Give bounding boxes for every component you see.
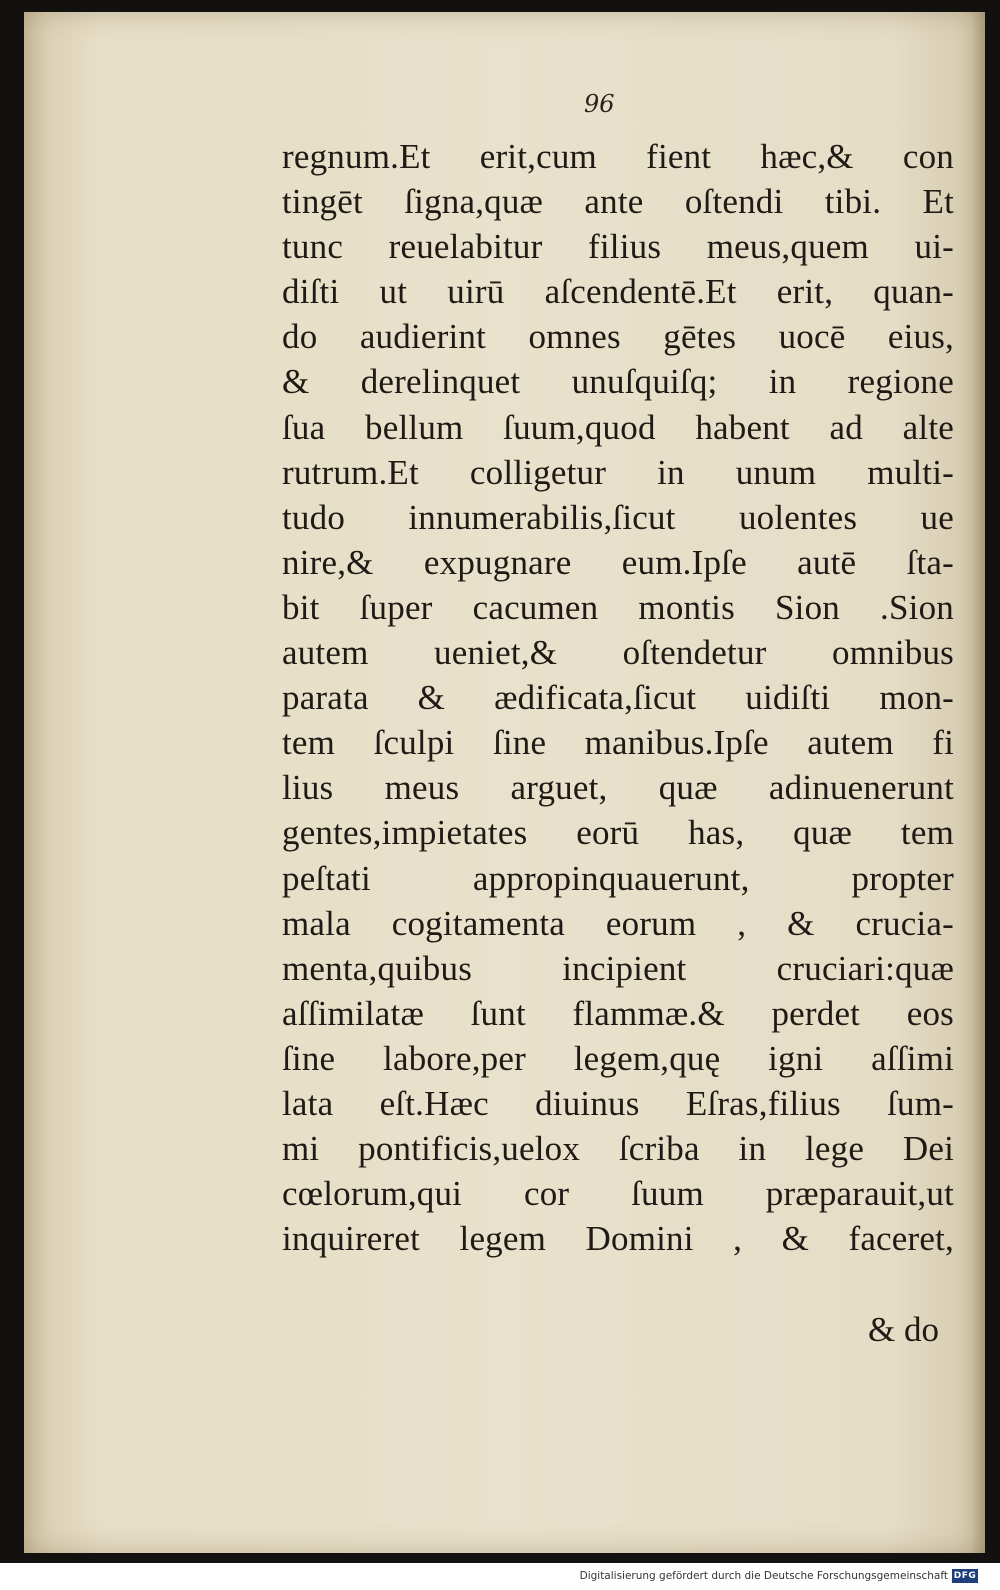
text-line-2: tingēt ſigna,quæ ante oſtendi tibi. Et xyxy=(282,182,954,222)
text-line-25: inquireret legem Domini , & faceret, xyxy=(282,1219,954,1259)
text-line-5: do audierint omnes gētes uocē eius, xyxy=(282,317,954,357)
catchword: & do xyxy=(868,1310,939,1349)
page-edge-shadow xyxy=(971,12,985,1553)
text-line-14: tem ſculpi ſine manibus.Ipſe autem fi xyxy=(282,723,954,763)
text-line-4: diſti ut uirū aſcendentē.Et erit, quan- xyxy=(282,272,954,312)
text-line-11: bit ſuper cacumen montis Sion .Sion xyxy=(282,587,954,627)
dfg-logo: DFG xyxy=(953,1571,977,1581)
text-line-9: tudo innumerabilis,ſicut uolentes ue xyxy=(282,497,954,537)
text-line-6: & derelinquet unuſquiſq; in regione xyxy=(282,362,954,402)
page-number: 96 xyxy=(584,90,615,118)
text-line-22: lata eſt.Hæc diuinus Eſras,filius ſum- xyxy=(282,1083,954,1123)
text-line-15: lius meus arguet, quæ adinuenerunt xyxy=(282,768,954,808)
text-line-13: parata & ædificata,ſicut uidiſti mon- xyxy=(282,678,954,718)
text-line-1: regnum.Et erit,cum fient hæc,& con xyxy=(282,137,954,176)
funding-credit-text: Digitalisierung gefördert durch die Deutsche Forschungsgemeinschaft xyxy=(579,1570,948,1582)
footer-credit-bar xyxy=(0,1563,1000,1590)
text-line-23: mi pontificis,uelox ſcriba in lege Dei xyxy=(282,1129,954,1169)
text-line-7: ſua bellum ſuum,quod habent ad alte xyxy=(282,407,954,447)
text-line-17: peſtati appropinquauerunt, propter xyxy=(282,858,954,898)
book-page xyxy=(24,12,985,1553)
text-line-16: gentes,impietates eorū has, quæ tem xyxy=(282,813,954,853)
text-line-21: ſine labore,per legem,quę igni aſſimi xyxy=(282,1038,954,1078)
text-line-19: menta,quibus incipient cruciari:quæ xyxy=(282,948,954,988)
text-line-20: aſſimilatæ ſunt flammæ.& perdet eos xyxy=(282,993,954,1033)
text-line-8: rutrum.Et colligetur in unum multi- xyxy=(282,452,954,492)
text-line-24: cœlorum,qui cor ſuum præparauit,ut xyxy=(282,1174,954,1214)
text-line-10: nire,& expugnare eum.Ipſe autē ſta- xyxy=(282,542,954,582)
text-line-3: tunc reuelabitur filius meus,quem ui- xyxy=(282,227,954,267)
text-line-18: mala cogitamenta eorum , & crucia- xyxy=(282,903,954,943)
text-line-12: autem ueniet,& oſtendetur omnibus xyxy=(282,633,954,673)
page-text-block xyxy=(282,134,954,1261)
